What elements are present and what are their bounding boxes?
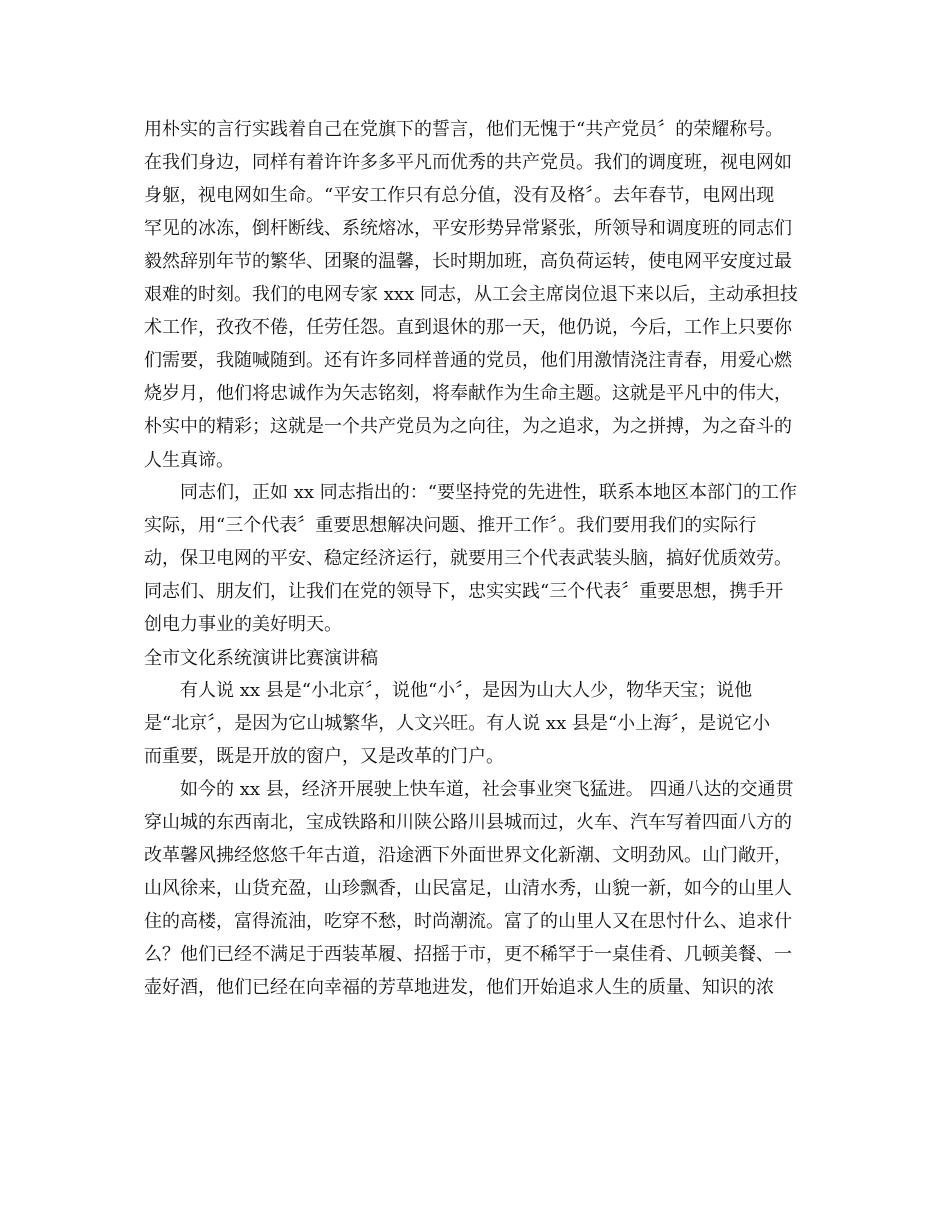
text-line: 穿山城的东西南北，宝成铁路和川陕公路川县城而过，火车、汽车写着四面八方的 bbox=[144, 812, 792, 833]
text-line: 实际，用“三个代表〞重要思想解决问题、推开工作〞。我们要用我们的实际行 bbox=[144, 515, 757, 536]
text-line: 改革馨风拂经悠悠千年古道，沿途洒下外面世界文化新潮、文明劲风。山门敞开， bbox=[144, 845, 792, 866]
text-line: 在我们身边，同样有着许许多多平凡而优秀的共产党员。我们的调度班，视电网如 bbox=[144, 152, 792, 173]
text-line: 有人说 xx 县是“小北京〞，说他“小〞，是因为山大人少，物华天宝；说他 bbox=[180, 680, 753, 701]
text-line: 动，保卫电网的平安、稳定经济运行，就要用三个代表武装头脑，搞好优质效劳。 bbox=[144, 548, 792, 569]
text-line: 同志们、朋友们，让我们在党的领导下，忠实实践“三个代表〞重要思想，携手开 bbox=[144, 581, 784, 602]
text-line: 罕见的冰冻，倒杆断线、系统熔冰，平安形势异常紧张，所领导和调度班的同志们 bbox=[144, 218, 792, 239]
text-line: 们需要，我随喊随到。还有许多同样普通的党员，他们用激情浇注青春，用爱心燃 bbox=[144, 350, 792, 371]
text-line: 住的高楼，富得流油，吃穿不愁，时尚潮流。富了的山里人又在思忖什么、追求什 bbox=[144, 911, 792, 932]
text-line: 身躯，视电网如生命。“平安工作只有总分值，没有及格〞。去年春节，电网出现 bbox=[144, 185, 775, 206]
text-line: 人生真谛。 bbox=[144, 450, 234, 471]
text-line: 创电力事业的美好明天。 bbox=[144, 614, 342, 635]
section-heading: 全市文化系统演讲比赛演讲稿 bbox=[144, 648, 378, 669]
text-line: 而重要，既是开放的窗户，又是改革的门户。 bbox=[144, 746, 504, 767]
text-line: 如今的 xx 县，经济开展驶上快车道，社会事业突飞猛进。 四通八达的交通贯 bbox=[180, 779, 794, 800]
text-line: 毅然辞别年节的繁华、团聚的温馨，长时期加班，高负荷运转，使电网平安度过最 bbox=[144, 251, 792, 272]
text-line: 术工作，孜孜不倦，任劳任怨。直到退休的那一天，他仍说，今后，工作上只要你 bbox=[144, 317, 792, 338]
text-line: 朴实中的精彩；这就是一个共产党员为之向往，为之追求，为之拼搏，为之奋斗的 bbox=[144, 416, 792, 437]
text-line: 么？他们已经不满足于西装革履、招摇于市，更不稀罕于一桌佳肴、几顿美餐、一 bbox=[144, 944, 792, 965]
text-line: 是“北京〞，是因为它山城繁华，人文兴旺。有人说 xx 县是“小上海〞，是说它小 bbox=[144, 713, 771, 734]
text-line: 同志们，正如 xx 同志指出的：“要坚持党的先进性，联系本地区本部门的工作 bbox=[180, 482, 797, 503]
text-line: 山风徐来，山货充盈，山珍飘香，山民富足，山清水秀，山貌一新，如今的山里人 bbox=[144, 878, 792, 899]
text-line: 壶好酒，他们已经在向幸福的芳草地进发，他们开始追求人生的质量、知识的浓 bbox=[144, 977, 774, 998]
text-line: 烧岁月，他们将忠诚作为矢志铭刻，将奉献作为生命主题。这就是平凡中的伟大， bbox=[144, 383, 792, 404]
text-line: 用朴实的言行实践着自己在党旗下的誓言，他们无愧于“共产党员〞的荣耀称号。 bbox=[144, 119, 784, 140]
text-line: 艰难的时刻。我们的电网专家 xxx 同志，从工会主席岗位退下来以后，主动承担技 bbox=[144, 284, 798, 305]
